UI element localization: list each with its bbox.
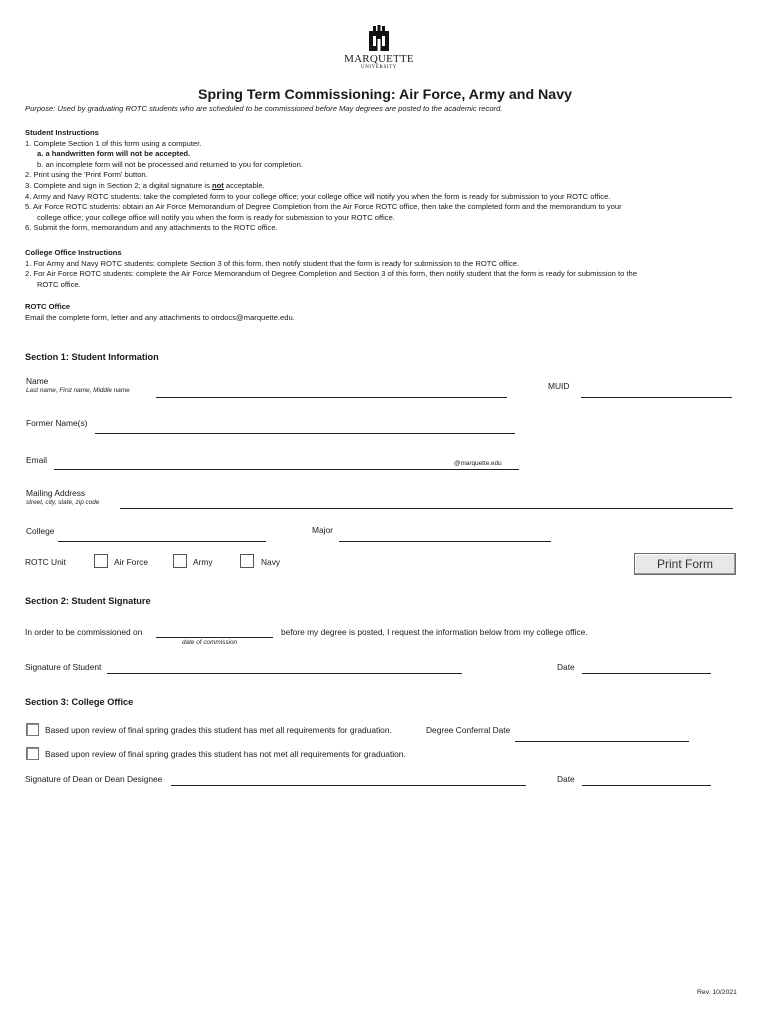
instruction-item: 1. For Army and Navy ROTC students: complete Section 3 of this form, then notify student that the form is ready for submission to the ROTC office.	[25, 258, 520, 268]
mailing-address-label: Mailing Address	[26, 488, 86, 498]
email-field[interactable]	[54, 469, 519, 470]
commission-date-hint: date of commission	[182, 639, 238, 646]
mailing-address-hint: street, city, state, zip code	[26, 499, 100, 506]
mailing-address-field[interactable]	[120, 508, 733, 509]
instruction-text: 3. Complete and sign in Section 2; a digital signature is	[25, 180, 212, 190]
print-form-button[interactable]: Print Form	[634, 553, 736, 575]
college-label: College	[26, 526, 55, 536]
navy-label: Navy	[261, 557, 281, 567]
instruction-item: 2. Print using the 'Print Form' button.	[25, 170, 148, 180]
student-date-label: Date	[557, 662, 575, 672]
instruction-item: a. a handwritten form will not be accepted.	[37, 149, 191, 159]
student-instructions-heading: Student Instructions	[25, 128, 99, 137]
navy-checkbox[interactable]	[240, 554, 254, 568]
logo-wordmark: MARQUETTE	[344, 53, 414, 65]
former-name-label: Former Name(s)	[26, 418, 88, 428]
college-instructions-heading: College Office Instructions	[25, 248, 122, 257]
requirements-not-met-label: Based upon review of final spring grades this student has not met all requirements for graduation.	[45, 749, 406, 759]
muid-label: MUID	[548, 381, 570, 391]
student-instructions	[25, 128, 745, 234]
instruction-item: 1. Complete Section 1 of this form using a computer.	[25, 138, 202, 148]
name-label: Name	[26, 376, 49, 386]
commission-request-text: before my degree is posted, I request the information below from my college office.	[281, 627, 588, 637]
instruction-item: 5. Air Force ROTC students: obtain an Air Force Memorandum of Degree Completion from the Air Force ROTC office, then take the completed form and the memorandum to your	[25, 202, 622, 212]
commission-date-field[interactable]	[156, 637, 273, 638]
dean-date-label: Date	[557, 774, 575, 784]
rotc-office-heading: ROTC Office	[25, 302, 71, 311]
instruction-emphasis: not	[212, 180, 224, 190]
dean-date-field[interactable]	[582, 785, 711, 786]
rotc-unit-label: ROTC Unit	[25, 557, 66, 567]
college-instructions	[25, 248, 755, 290]
name-hint: Last name, First name, Middle name	[26, 387, 130, 394]
conferral-date-field[interactable]	[515, 741, 689, 742]
instruction-item: 2. For Air Force ROTC students: complete the Air Force Memorandum of Degree Completion and Section 3 of this form, then notify student that the form is ready for submission to the	[25, 269, 637, 279]
email-label: Email	[26, 455, 47, 465]
instruction-item	[25, 181, 745, 192]
section3-heading: Section 3: College Office	[25, 697, 134, 707]
student-signature-field[interactable]	[107, 673, 462, 674]
section1-heading: Section 1: Student Information	[25, 352, 159, 362]
dean-signature-label: Signature of Dean or Dean Designee	[25, 774, 163, 784]
college-field[interactable]	[58, 541, 266, 542]
requirements-not-met-checkbox[interactable]	[26, 747, 39, 760]
dean-signature-field[interactable]	[171, 785, 526, 786]
marquette-crest-icon	[366, 25, 392, 52]
instruction-item: ROTC office.	[37, 279, 81, 289]
major-field[interactable]	[339, 541, 551, 542]
major-label: Major	[312, 525, 333, 535]
conferral-date-label: Degree Conferral Date	[426, 725, 511, 735]
instruction-item: 4. Army and Navy ROTC students: take the completed form to your college office; your college office will notify you when the form is ready for submission to your ROTC office.	[25, 191, 611, 201]
requirements-met-label: Based upon review of final spring grades this student has met all requirements for graduation.	[45, 725, 392, 735]
former-name-field[interactable]	[95, 433, 515, 434]
revision-date: Rev. 10/2021	[697, 989, 737, 996]
section2-heading: Section 2: Student Signature	[25, 596, 151, 606]
air-force-label: Air Force	[114, 557, 148, 567]
rotc-office-block	[25, 302, 295, 323]
army-label: Army	[193, 557, 213, 567]
page-title: Spring Term Commissioning: Air Force, Army and Navy	[198, 87, 572, 103]
commission-text: In order to be commissioned on	[25, 627, 143, 637]
instruction-item: b. an incomplete form will not be processed and returned to you for completion.	[37, 159, 303, 169]
student-date-field[interactable]	[582, 673, 711, 674]
rotc-office-text: Email the complete form, letter and any attachments to otrdocs@marquette.edu.	[25, 312, 295, 322]
email-domain: @marquette.edu	[454, 460, 502, 467]
instruction-text: acceptable.	[223, 180, 265, 190]
instruction-item: 6. Submit the form, memorandum and any attachments to the ROTC office.	[25, 223, 278, 233]
requirements-met-checkbox[interactable]	[26, 723, 39, 736]
name-field[interactable]	[156, 397, 507, 398]
muid-field[interactable]	[581, 397, 732, 398]
instruction-item: college office; your college office will notify you when the form is ready for submission to your ROTC office.	[37, 212, 395, 222]
army-checkbox[interactable]	[173, 554, 187, 568]
purpose-text: Purpose: Used by graduating ROTC students who are scheduled to be commissioned before May degrees are posted to the academic record.	[25, 104, 503, 113]
logo-subtitle: UNIVERSITY	[361, 65, 397, 70]
student-signature-label: Signature of Student	[25, 662, 102, 672]
air-force-checkbox[interactable]	[94, 554, 108, 568]
